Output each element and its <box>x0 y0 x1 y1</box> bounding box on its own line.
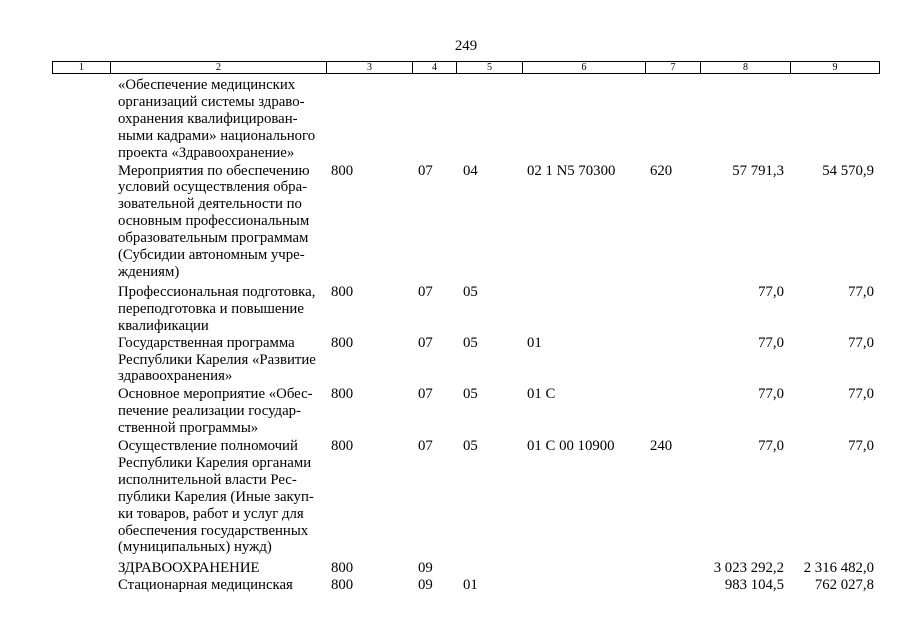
row-name-line: публики Карелия (Иные закуп- <box>118 488 314 505</box>
target-article-code-cell: 02 1 N5 70300 <box>527 162 616 179</box>
header-cell-7: 7 <box>645 62 700 73</box>
expense-type-code-cell: 240 <box>650 438 673 455</box>
amount-column-9-cell: 2 316 482,0 <box>803 560 874 577</box>
amount-column-8-cell: 57 791,3 <box>732 162 784 179</box>
header-cell-3: 3 <box>326 62 412 73</box>
subsection-code-cell <box>456 560 522 577</box>
table-body <box>52 76 880 594</box>
row-name-line: охранения квалифицирован- <box>118 110 298 127</box>
target-article-code-cell: 01 С 00 10900 <box>527 438 615 455</box>
row-name-line: ЗДРАВООХРАНЕНИЕ <box>118 560 260 577</box>
expense-type-code-cell <box>645 284 700 335</box>
row-name-line: основным профессиональным <box>118 213 310 230</box>
column-1-cell <box>52 77 110 162</box>
row-name-line: исполнительной власти Рес- <box>118 471 297 488</box>
row-name-cell <box>110 284 326 335</box>
table-header <box>52 61 880 74</box>
amount-column-9-cell: 77,0 <box>848 334 874 351</box>
target-article-code-cell <box>522 560 645 577</box>
expense-type-code-cell <box>645 386 700 437</box>
row-name-line: Мероприятия по обеспечению <box>118 162 310 179</box>
column-1-cell <box>52 560 110 577</box>
ministry-code-cell: 800 <box>331 438 354 455</box>
ministry-code-cell: 800 <box>331 162 354 179</box>
table-row <box>52 556 880 577</box>
row-name-line: Республики Карелия органами <box>118 454 312 471</box>
header-cell-2: 2 <box>110 62 326 73</box>
row-name-cell <box>110 386 326 437</box>
subsection-code-cell <box>456 77 522 162</box>
row-name-line: Профессиональная подготовка, <box>118 283 316 300</box>
amount-column-8-cell: 77,0 <box>758 386 784 403</box>
column-1-cell <box>52 335 110 386</box>
section-code-cell: 07 <box>418 438 433 455</box>
row-name-line: (Субсидии автономным учре- <box>118 247 305 264</box>
page-number: 249 <box>454 38 478 54</box>
header-cell-4: 4 <box>412 62 456 73</box>
amount-column-9-cell: 762 027,8 <box>814 577 874 594</box>
target-article-code-cell <box>522 284 645 335</box>
row-name-cell <box>110 77 326 162</box>
header-cell-5: 5 <box>456 62 522 73</box>
target-article-code-cell <box>522 577 645 594</box>
row-name-line: Основное мероприятие «Обес- <box>118 386 313 403</box>
amount-column-9-cell <box>790 77 880 162</box>
row-name-line: обеспечения государственных <box>118 522 309 539</box>
target-article-code-cell: 01 С <box>527 386 556 403</box>
header-cell-9: 9 <box>790 62 880 73</box>
row-name-line: ными кадрами» национального <box>118 127 316 144</box>
row-name-line: проекта «Здравоохранение» <box>118 144 295 161</box>
column-1-cell <box>52 386 110 437</box>
row-name-cell <box>110 577 326 594</box>
amount-column-9-cell: 77,0 <box>848 386 874 403</box>
row-name-line: условий осуществления обра- <box>118 179 308 196</box>
subsection-code-cell: 01 <box>463 577 478 594</box>
table-row <box>52 335 880 386</box>
table-row <box>52 76 880 162</box>
row-name-line: Стационарная медицинская <box>118 577 293 594</box>
row-name-line: зовательной деятельности по <box>118 196 302 213</box>
row-name-line: ки товаров, работ и услуг для <box>118 505 304 522</box>
expense-type-code-cell <box>645 77 700 162</box>
table-row <box>52 162 880 281</box>
header-cell-6: 6 <box>522 62 645 73</box>
ministry-code-cell <box>326 77 412 162</box>
section-code-cell: 07 <box>418 162 433 179</box>
row-name-line: печение реализации государ- <box>118 403 301 420</box>
expense-type-code-cell <box>645 335 700 386</box>
row-name-line: Государственная программа <box>118 334 295 351</box>
ministry-code-cell: 800 <box>331 334 354 351</box>
ministry-code-cell: 800 <box>331 577 354 594</box>
section-code-cell: 07 <box>418 334 433 351</box>
amount-column-8-cell: 77,0 <box>758 283 784 300</box>
subsection-code-cell: 04 <box>463 162 478 179</box>
amount-column-9-cell: 77,0 <box>848 283 874 300</box>
target-article-code-cell <box>522 77 645 162</box>
ministry-code-cell: 800 <box>331 386 354 403</box>
row-name-line: организаций системы здраво- <box>118 93 305 110</box>
section-code-cell: 09 <box>418 577 433 594</box>
row-name-line: образовательным программам <box>118 230 309 247</box>
column-1-cell <box>52 438 110 556</box>
ministry-code-cell: 800 <box>331 283 354 300</box>
target-article-code-cell: 01 <box>527 334 542 351</box>
amount-column-8-cell <box>700 77 790 162</box>
amount-column-9-cell: 54 570,9 <box>822 162 874 179</box>
row-name-cell <box>110 163 326 281</box>
subsection-code-cell: 05 <box>463 386 478 403</box>
row-name-line: ственной программы» <box>118 420 259 437</box>
row-name-line: Осуществление полномочий <box>118 438 298 455</box>
row-name-line: (муниципальных) нужд) <box>118 539 272 556</box>
header-cell-8: 8 <box>700 62 790 73</box>
amount-column-8-cell: 983 104,5 <box>724 577 784 594</box>
column-1-cell <box>52 163 110 281</box>
header-cell-1: 1 <box>52 62 110 73</box>
row-name-line: ждениям) <box>118 263 180 280</box>
row-name-line: здравоохранения» <box>118 368 233 385</box>
row-name-line: Республики Карелия «Развитие <box>118 351 316 368</box>
column-1-cell <box>52 577 110 594</box>
section-code-cell: 07 <box>418 386 433 403</box>
table-row <box>52 437 880 556</box>
amount-column-8-cell: 77,0 <box>758 438 784 455</box>
amount-column-8-cell: 77,0 <box>758 334 784 351</box>
row-name-line: переподготовка и повышение <box>118 300 304 317</box>
table-row <box>52 577 880 594</box>
column-1-cell <box>52 284 110 335</box>
row-name-cell <box>110 560 326 577</box>
row-name-cell <box>110 335 326 386</box>
section-code-cell: 07 <box>418 283 433 300</box>
expense-type-code-cell <box>645 560 700 577</box>
amount-column-8-cell: 3 023 292,2 <box>713 560 784 577</box>
table-row <box>52 385 880 437</box>
row-name-cell <box>110 438 326 556</box>
subsection-code-cell: 05 <box>463 438 478 455</box>
subsection-code-cell: 05 <box>463 283 478 300</box>
row-name-line: «Обеспечение медицинских <box>118 77 296 93</box>
section-code-cell <box>412 77 456 162</box>
subsection-code-cell: 05 <box>463 334 478 351</box>
expense-type-code-cell: 620 <box>650 162 673 179</box>
amount-column-9-cell: 77,0 <box>848 438 874 455</box>
expense-type-code-cell <box>645 577 700 594</box>
section-code-cell: 09 <box>418 560 433 577</box>
table-row <box>52 281 880 335</box>
row-name-line: квалификации <box>118 317 209 334</box>
ministry-code-cell: 800 <box>331 560 354 577</box>
